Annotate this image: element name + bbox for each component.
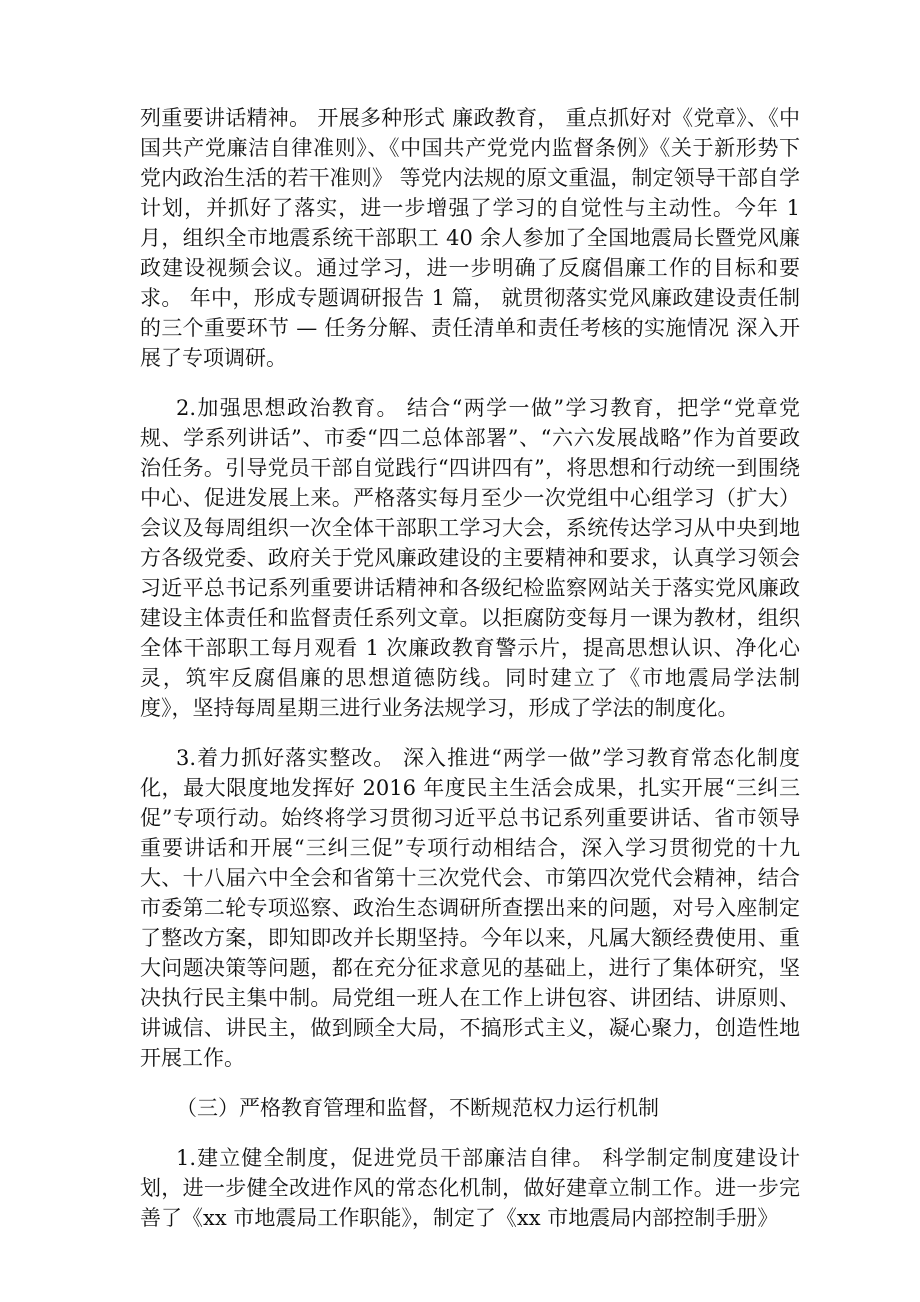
paragraph-4: 1.建立健全制度，促进党员干部廉洁自律。 科学制定制度建设计划，进一步健全改进作风的常态化机制，做好建章立制工作。进一步完善了《xx 市地震局工作职能》，制定了《xx 市地震局内部控制手册》 — [140, 1146, 800, 1230]
paragraph-gap — [140, 723, 800, 743]
paragraph-gap — [140, 1123, 800, 1143]
paragraph-3: 3.着力抓好落实整改。 深入推进“两学一做”学习教育常态化制度化，最大限度地发挥好 2016 年度民主生活会成果，扎实开展“三纠三促”专项行动。始终将学习贯彻习近平总书记系列重要讲话、省市领导重要讲话和开展“三纠三促”专项行动相结合，深入学习贯彻党的十九大、十八届六中全会和省第十三次党代会、市第四次党代会精神，结合市委第二轮专项巡察、政治生态调研所查摆出来的问题，对号入座制定了整改方案，即知即改并长期坚持。今年以来，凡属大额经费使用、重大问题决策等问题，都在充分征求意见的基础上，进行了集体研究，坚决执行民主集中制。局党组一班人在工作上讲包容、讲团结、讲原则、讲诚信、讲民主，做到顾全大局，不搞形式主义，凝心聚力，创造性地开展工作。 — [140, 746, 800, 1070]
paragraph-gap — [140, 373, 800, 393]
paragraph-1: 列重要讲话精神。 开展多种形式 廉政教育， 重点抓好对《党章》、《中国共产党廉洁自律准则》、《中国共产党党内监督条例》《关于新形势下党内政治生活的若干准则》 等党内法规的原文重温，制定领导干部自学计划，并抓好了落实，进一步增强了学习的自觉性与主动性。今年 1 月，组织全市地震系统干部职工 40 余人参加了全国地震局长暨党风廉政建设视频会议。通过学习，进一步明确了反腐倡廉工作的目标和要求。 年中，形成专题调研报告 1 篇， 就贯彻落实党风廉政建设责任制的三个重要环节 — 任务分解、责任清单和责任考核的实施情况 深入开展了专项调研。 — [140, 106, 800, 370]
paragraph-gap — [140, 1073, 800, 1093]
paragraph-2: 2.加强思想政治教育。 结合“两学一做”学习教育，把学“党章党规、学系列讲话”、市委“四二总体部署”、“六六发展战略”作为首要政治任务。引导党员干部自觉践行“四讲四有”，将思想和行动统一到围绕中心、促进发展上来。严格落实每月至少一次党组中心组学习（扩大）会议及每周组织一次全体干部职工学习大会，系统传达学习从中央到地方各级党委、政府关于党风廉政建设的主要精神和要求，认真学习领会习近平总书记系列重要讲话精神和各级纪检监察网站关于落实党风廉政建设主体责任和监督责任系列文章。以拒腐防变每月一课为教材，组织全体干部职工每月观看 1 次廉政教育警示片，提高思想认识、净化心灵，筑牢反腐倡廉的思想道德防线。同时建立了《市地震局学法制度》，坚持每周星期三进行业务法规学习，形成了学法的制度化。 — [140, 396, 800, 720]
section-heading: （三）严格教育管理和监督，不断规范权力运行机制 — [176, 1096, 659, 1120]
document-page — [140, 103, 800, 1233]
